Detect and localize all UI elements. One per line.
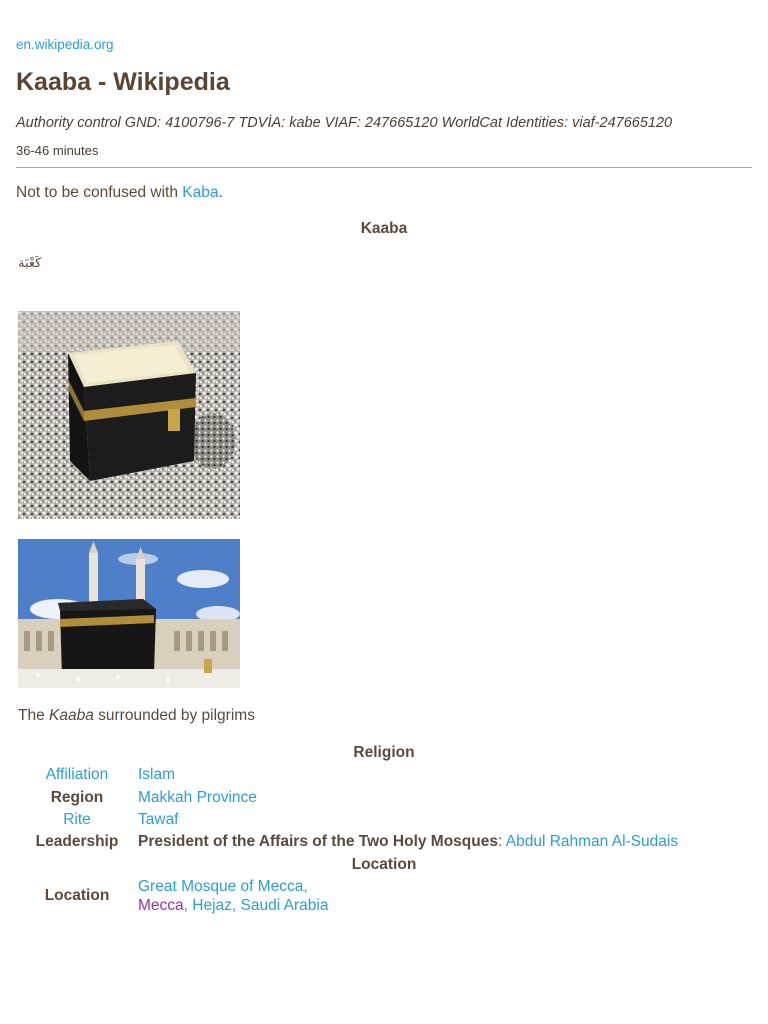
saudi-arabia-link[interactable]: Saudi Arabia: [240, 897, 329, 914]
hejaz-link[interactable]: Hejaz: [192, 897, 232, 914]
great-mosque-of-mecca-link[interactable]: Great Mosque of Mecca: [138, 878, 304, 895]
kaaba-courtyard-photo[interactable]: [18, 539, 240, 688]
kaaba-courtyard-image: [18, 539, 240, 688]
infobox-title: Kaaba: [360, 220, 408, 237]
kaaba-aerial-photo[interactable]: [18, 311, 240, 519]
caption-prefix: The: [18, 707, 50, 724]
caption-suffix: surrounded by pilgrims: [93, 707, 255, 724]
tawaf-link[interactable]: Tawaf: [138, 811, 179, 828]
islam-link[interactable]: Islam: [138, 766, 176, 783]
hatnote-prefix: Not to be confused with: [16, 184, 183, 201]
leadership-title: President of the Affairs of the Two Holy Mosques: [138, 833, 498, 850]
rite-label-link[interactable]: Rite: [63, 811, 91, 828]
location-label: Location: [44, 887, 110, 904]
caption-emphasis: Kaaba: [49, 707, 94, 724]
location-sep-1: ,: [183, 897, 193, 914]
affiliation-label-link[interactable]: Affiliation: [45, 766, 109, 783]
authority-control-byline: Authority control GND: 4100796-7 TDVİA: kabe VIAF: 247665120 WorldCat Identities: viaf-247665120: [16, 115, 673, 131]
makkah-province-link[interactable]: Makkah Province: [138, 789, 257, 806]
site-domain-link[interactable]: en.wikipedia.org: [16, 37, 114, 52]
arabic-name: كَعْبَة: [18, 256, 42, 271]
leadership-value: [138, 833, 678, 851]
mecca-link[interactable]: Mecca: [138, 897, 184, 914]
location-line-1: [138, 878, 308, 896]
location-heading: Location: [351, 856, 417, 873]
hatnote: [16, 184, 223, 202]
kaaba-aerial-image: [18, 311, 240, 519]
hatnote-suffix: .: [218, 184, 223, 201]
reading-time: 36-46 minutes: [16, 143, 99, 158]
kaba-link[interactable]: Kaba: [182, 184, 219, 201]
abdul-rahman-al-sudais-link[interactable]: Abdul Rahman Al-Sudais: [505, 833, 679, 850]
location-comma: ,: [303, 878, 308, 895]
region-label: Region: [50, 789, 104, 806]
religion-heading: Religion: [353, 744, 415, 761]
image-caption: [18, 707, 255, 725]
location-line-2: [138, 897, 328, 915]
header-divider: [16, 167, 752, 168]
page-title: Kaaba - Wikipedia: [16, 68, 230, 96]
leadership-label: Leadership: [35, 833, 119, 850]
leadership-separator: :: [497, 833, 506, 850]
location-sep-2: ,: [231, 897, 241, 914]
